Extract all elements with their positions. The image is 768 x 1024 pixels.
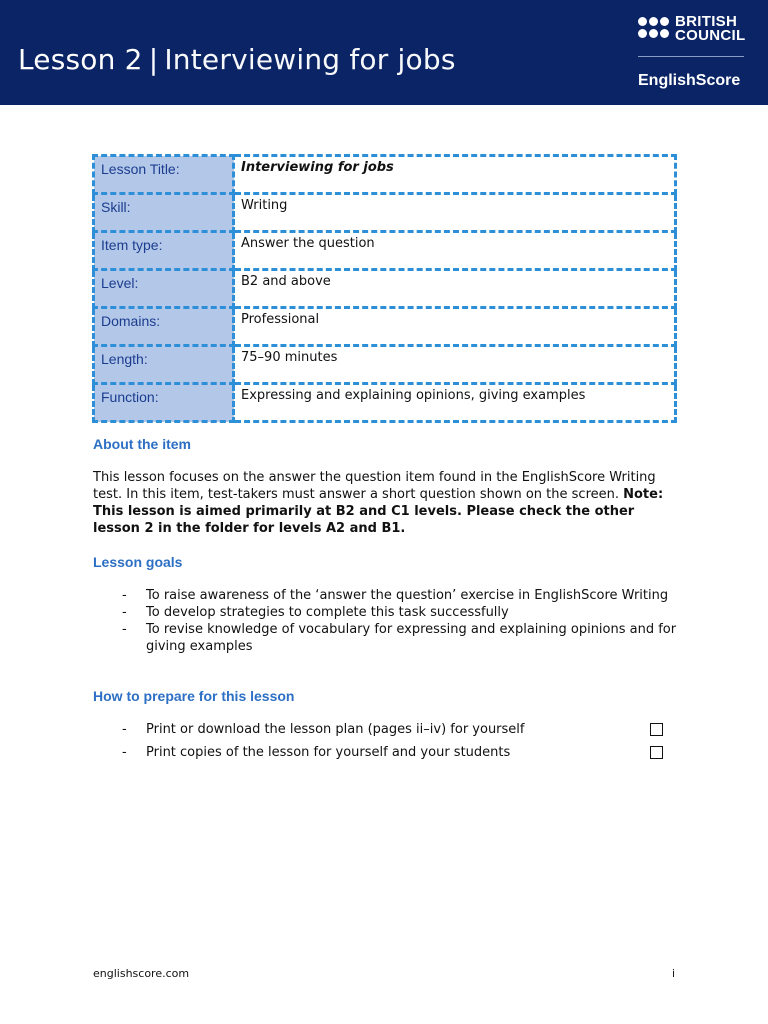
goal-item: [93, 621, 683, 655]
info-label: Lesson Title:: [94, 156, 234, 194]
info-value: Professional: [234, 308, 676, 346]
goal-text: To develop strategies to complete this task successfully: [146, 605, 509, 620]
prepare-list: [93, 721, 683, 767]
info-row: [94, 270, 676, 308]
lesson-topic: Interviewing for jobs: [164, 43, 456, 76]
info-label: Domains:: [94, 308, 234, 346]
about-text: This lesson focuses on the answer the question item found in the EnglishScore Writing test. In this item, test-takers must answer a short question shown on the screen.: [93, 470, 656, 502]
goal-text: To raise awareness of the ‘answer the question’ exercise in EnglishScore Writing: [146, 588, 669, 603]
info-value: Interviewing for jobs: [234, 156, 676, 194]
goal-text: To revise knowledge of vocabulary for expressing and explaining opinions and for giving examples: [146, 622, 677, 654]
british-council-wordmark: BRITISH COUNCIL: [675, 13, 746, 44]
info-row: [94, 346, 676, 384]
info-label: Level:: [94, 270, 234, 308]
prepare-item: [93, 721, 683, 738]
goal-item: [93, 604, 683, 621]
footer-website: englishscore.com: [93, 967, 190, 980]
info-value: 75–90 minutes: [234, 346, 676, 384]
page-header: [0, 0, 768, 105]
goals-heading: Lesson goals: [93, 554, 183, 570]
info-row: [94, 384, 676, 422]
prepare-item: [93, 744, 683, 761]
brand-divider: [638, 56, 744, 57]
bullet-dash: -: [122, 588, 127, 603]
info-row: [94, 194, 676, 232]
title-separator: |: [148, 43, 159, 76]
info-value: Expressing and explaining opinions, giving examples: [234, 384, 676, 422]
info-label: Skill:: [94, 194, 234, 232]
footer-page-number: i: [672, 967, 676, 980]
page-title: [18, 38, 456, 82]
info-label: Item type:: [94, 232, 234, 270]
brand-block: [638, 14, 748, 94]
info-value: Writing: [234, 194, 676, 232]
info-row: [94, 232, 676, 270]
prepare-checkbox[interactable]: [650, 746, 663, 759]
british-council-logo-icon: [638, 17, 672, 47]
about-paragraph: [93, 469, 683, 537]
info-row: [94, 156, 676, 194]
englishscore-wordmark: EnglishScore: [638, 72, 741, 89]
info-value: Answer the question: [234, 232, 676, 270]
prepare-text: Print copies of the lesson for yourself and your students: [146, 745, 511, 760]
bullet-dash: -: [122, 745, 127, 760]
info-row: [94, 308, 676, 346]
info-value: B2 and above: [234, 270, 676, 308]
lesson-number: Lesson 2: [18, 43, 143, 76]
prepare-text: Print or download the lesson plan (pages ii–iv) for yourself: [146, 722, 525, 737]
lesson-info-table: [92, 154, 677, 423]
bullet-dash: -: [122, 722, 127, 737]
goals-list: [93, 587, 683, 655]
bullet-dash: -: [122, 622, 127, 637]
about-note: Note: This lesson is aimed primarily at B2 and C1 levels. Please check the other lesson 2 in the folder for levels A2 and B1.: [93, 487, 664, 536]
prepare-checkbox[interactable]: [650, 723, 663, 736]
info-label: Function:: [94, 384, 234, 422]
info-label: Length:: [94, 346, 234, 384]
prepare-heading: How to prepare for this lesson: [93, 688, 295, 704]
bullet-dash: -: [122, 605, 127, 620]
goal-item: [93, 587, 683, 604]
about-heading: About the item: [93, 436, 191, 452]
